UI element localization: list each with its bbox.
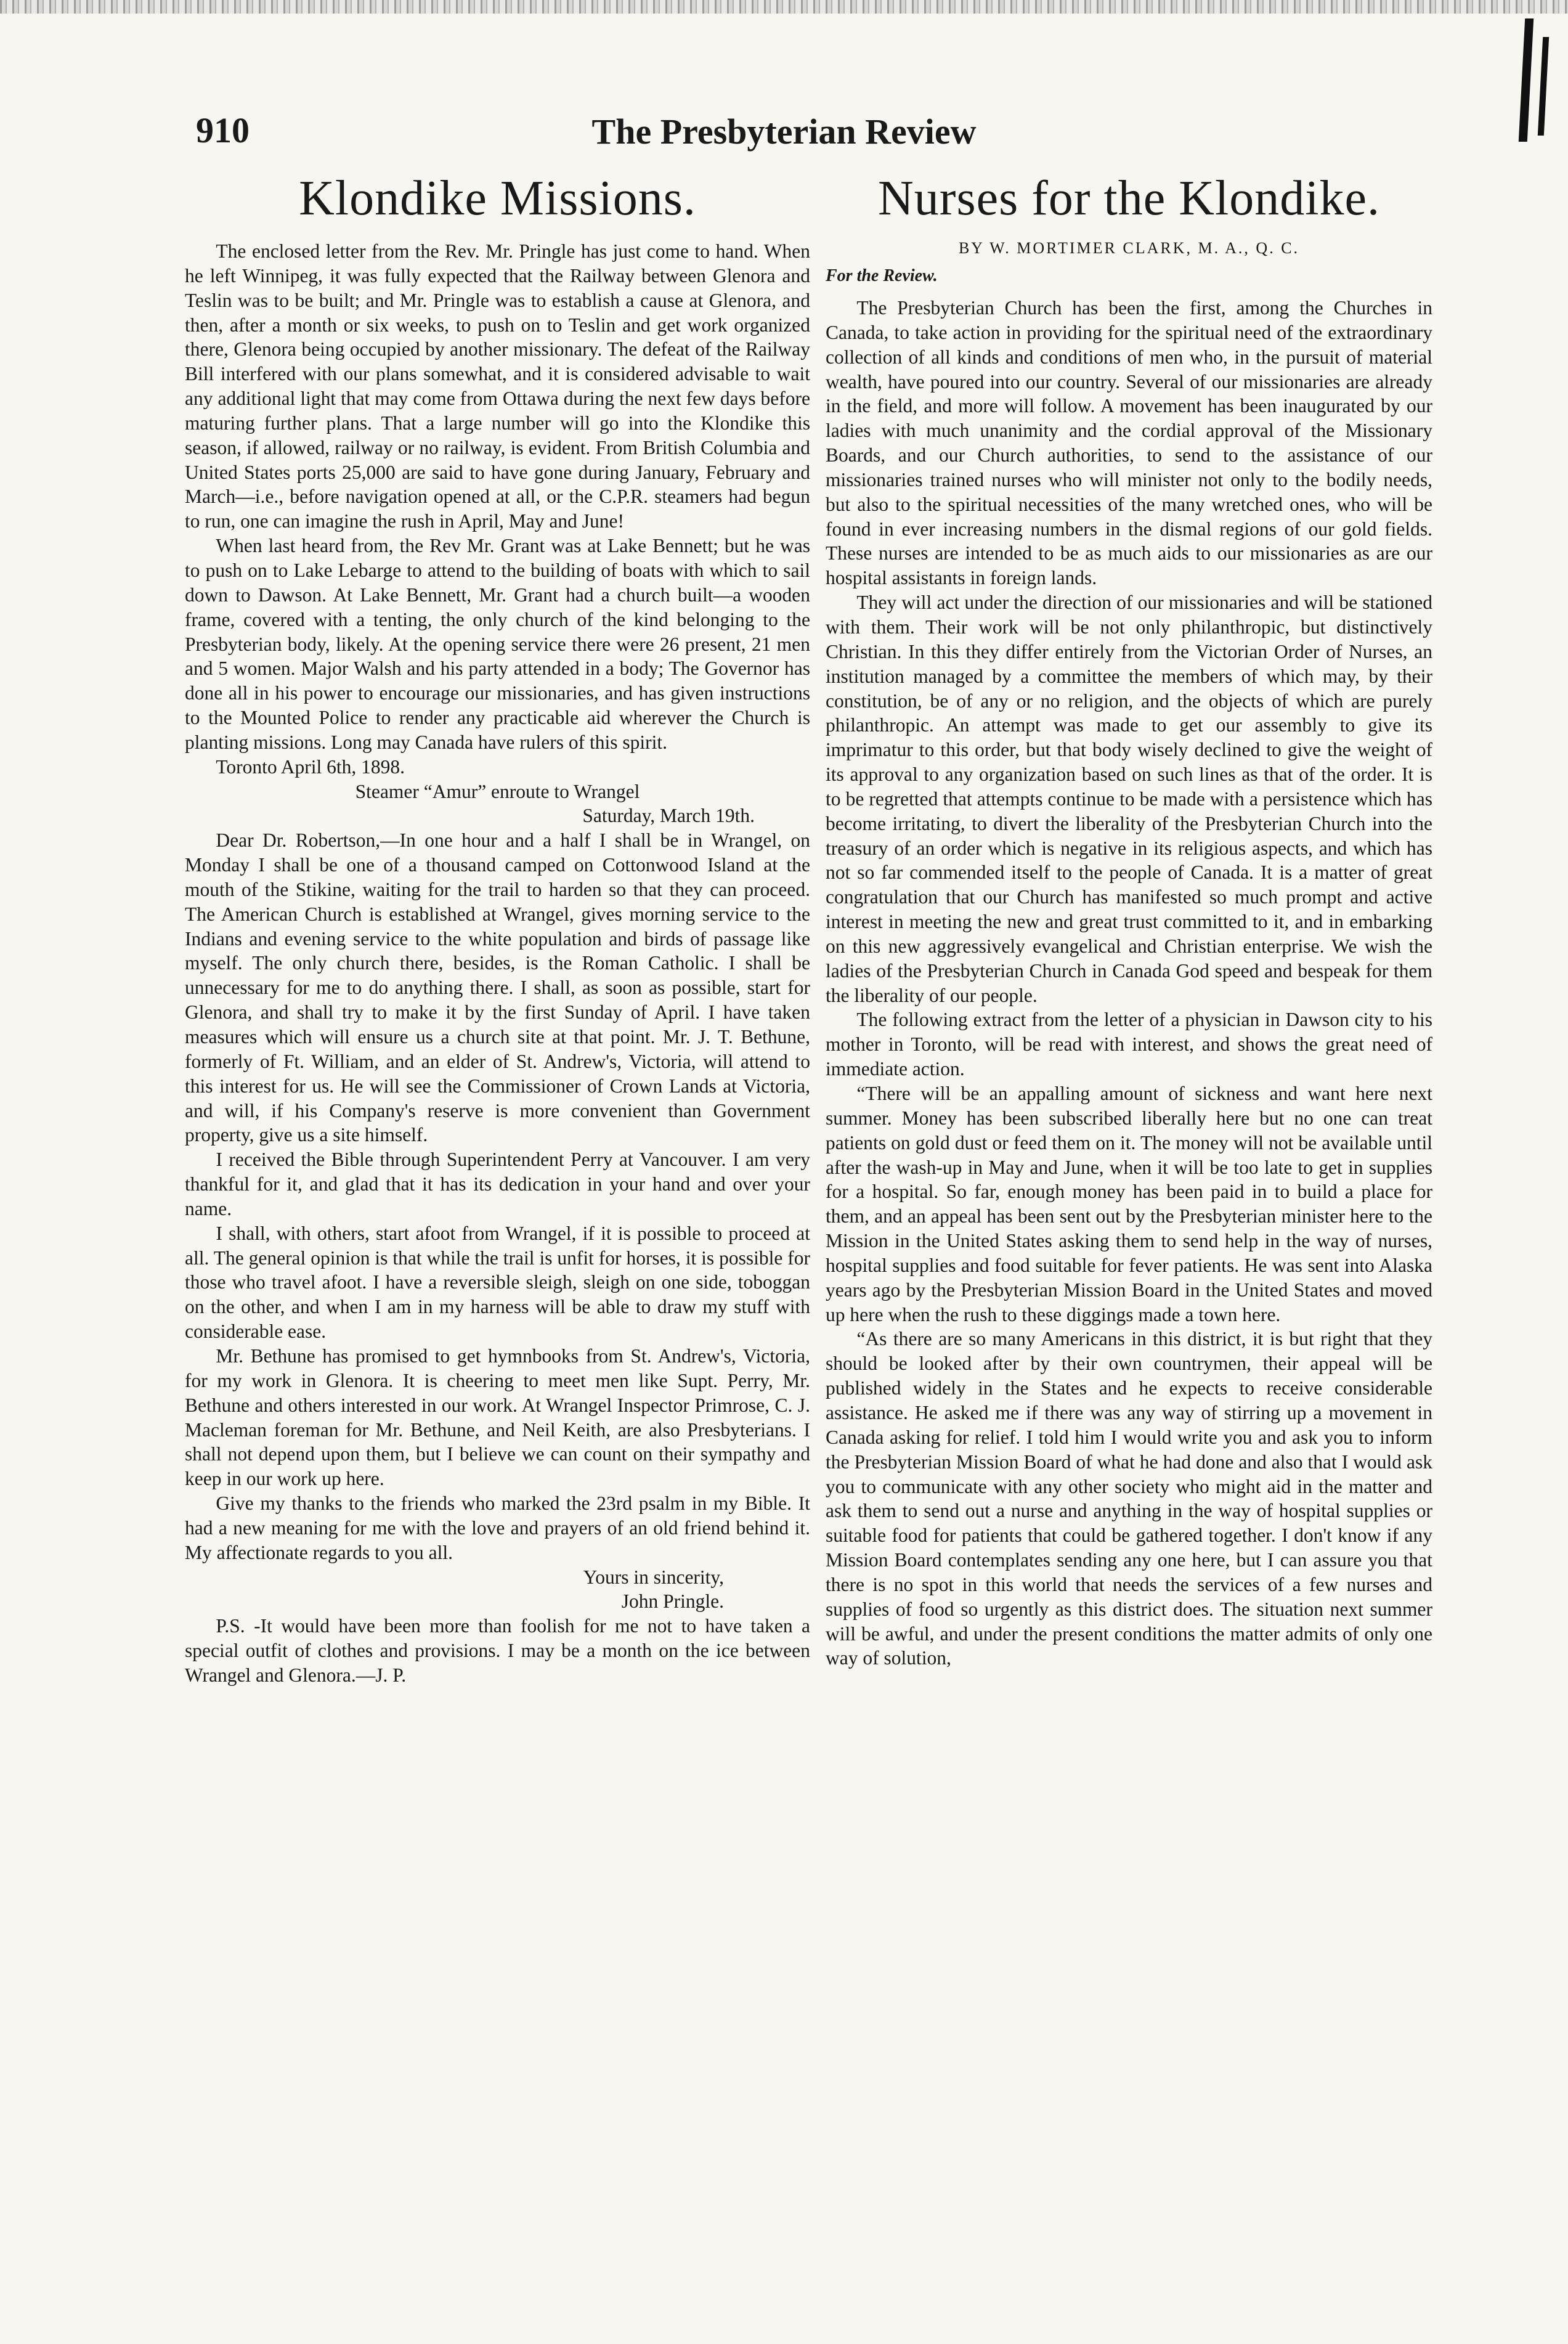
page-number: 910 bbox=[196, 110, 250, 150]
letter-heading: Steamer “Amur” enroute to Wrangel bbox=[355, 780, 640, 802]
dateline: Toronto April 6th, 1898. bbox=[216, 755, 405, 778]
paragraph: Give my thanks to the friends who marked the 23rd psalm in my Bible. It had a new meaning for me with the love and prayers of an old friend behind it. My affectionate regards to you all. bbox=[185, 1492, 810, 1563]
left-column bbox=[185, 173, 810, 1688]
article-title: Klondike Missions. bbox=[299, 171, 696, 226]
paragraph: “As there are so many Americans in this district, it is but right that they should be looked after by their own countrymen, their appeal will be published widely in the States and he expects to receive considerable assistance. He asked me if there was any way of stirring up a movement in Canada asking for relief. I told him I would write you and ask you to inform the Presbyterian Mission Board of what he had done and also that I would ask you to communicate with any other society who might aid in the matter and ask them to send out a nurse and anything in the way of hospital supplies or suitable food for patients that could be gathered together. I don't know if any Mission Board contemplates sending any one here, but I can assure you that there is no spot in this world that needs the services of a few nurses and supplies of food so urgently as this district does. The situation next summer will be awful, and under the present conditions the matter admits of only one way of solution, bbox=[826, 1328, 1432, 1669]
paragraph: When last heard from, the Rev Mr. Grant was at Lake Bennett; but he was to push on to Lake Lebarge to attend to the building of boats with which to sail down to Dawson. At Lake Bennett, Mr. Grant had a church built—a wooden frame, covered with a tenting, the only church of the kind belonging to the Presbyterian body, likely. At the opening service there were 26 present, 21 men and 5 women. Major Walsh and his party attended in a body; The Governor has done all in his power to encourage our missionaries, and has given instructions to the Mounted Police to render any practicable aid wherever the Church is planting missions. Long may Canada have rulers of this spirit. bbox=[185, 535, 810, 753]
article-title: Nurses for the Klondike. bbox=[878, 171, 1380, 226]
paragraph: I shall, with others, start afoot from Wrangel, if it is possible to proceed at all. The general opinion is that while the trail is unfit for horses, it is possible for those who travel afoot. I have a reversible sleigh, sleigh on one side, toboggan on the other, and when I am in my harness will be able to draw my stuff with considerable ease. bbox=[185, 1222, 810, 1343]
postscript: P.S. -It would have been more than foolish for me not to have taken a special outfit of clothes and provisions. I may be a month on the ice between Wrangel and Glenora.—J. P. bbox=[185, 1615, 810, 1686]
letter-date: Saturday, March 19th. bbox=[582, 805, 755, 827]
paragraph: They will act under the direction of our missionaries and will be stationed with them. Their work will be not only philanthropic, but distinctively Christian. In this they differ entirely from the Victorian Order of Nurses, an institution managed by a committee the members of which may, by their constitution, be of any or no religion, and the objects of which are purely philanthropic. An attempt was made to get our assembly to give its imprimatur to this order, but that body wisely declined to give the weight of its approval to any organization based on such lines as that of the order. It is to be regretted that attempts continue to be made with a persistence which has become irritating, to divert the liberality of the Presbyterian Church into the treasury of an order which is negative in its religious aspects, and which has not so far commended itself to the people of Canada. It is a matter of great congratulation that our Church has manifested so much prompt and active interest in meeting the new and great trust committed to it, and in embarking on this new aggressively evangelical and Christian enterprise. We wish the ladies of the Presbyterian Church in Canada God speed and bespeak for them the liberality of our people. bbox=[826, 592, 1432, 1006]
byline: BY W. MORTIMER CLARK, M. A., Q. C. bbox=[958, 239, 1300, 257]
paragraph: “There will be an appalling amount of sickness and want here next summer. Money has been subscribed liberally here but no one can treat patients on gold dust or feed them on it. The money will not be available until after the wash-up in May and June, when it will be too late to get in supplies for a hospital. So far, enough money has been paid in to build a place for them, and an appeal has been sent out by the Presbyterian minister here to the Mission in the United States asking them to send help in the way of nurses, hospital supplies and food suitable for fever patients. He was sent into Alaska years ago by the Presbyterian Mission Board in the United States and moved up here when the rush to these diggings made a town here. bbox=[826, 1083, 1432, 1325]
paragraph: The Presbyterian Church has been the first, among the Churches in Canada, to take action in providing for the spiritual need of the extraordinary collection of all kinds and conditions of men who, in the pursuit of material wealth, have poured into our country. Several of our missionaries are already in the field, and more will follow. A movement has been inaugurated by our ladies with much unanimity and the cordial approval of the Missionary Boards, and our Church authorities, to send to the assistance of our missionaries trained nurses who will minister not only to the bodily needs, but also to the spiritual necessities of the many wretched ones, who will be found in ever increasing numbers in the dismal regions of our gold fields. These nurses are intended to be as much aids to our missionaries as are our hospital assistants in foreign lands. bbox=[826, 297, 1432, 589]
right-column bbox=[826, 173, 1432, 1671]
paragraph: I received the Bible through Superintendent Perry at Vancouver. I am very thankful for it, and glad that it has its dedication in your hand and over your name. bbox=[185, 1149, 810, 1219]
signature: John Pringle. bbox=[621, 1590, 724, 1613]
journal-title: The Presbyterian Review bbox=[591, 112, 977, 152]
closing: Yours in sincerity, bbox=[583, 1566, 724, 1588]
scan-edge bbox=[0, 0, 1568, 14]
page-header bbox=[0, 110, 1568, 159]
for-review: For the Review. bbox=[826, 266, 938, 285]
paragraph: Dear Dr. Robertson,—In one hour and a half I shall be in Wrangel, on Monday I shall be one of a thousand camped on Cottonwood Island at the mouth of the Stikine, waiting for the trail to harden so that they can proceed. The American Church is established at Wrangel, gives morning service to the Indians and evening service to the white population and birds of passage like myself. The only church there, besides, is the Roman Catholic. I shall be unnecessary for me to do anything there. I shall, as soon as possible, start for Glenora, and shall try to make it by the first Sunday of April. I have taken measures which will ensure us a church site at that point. Mr. J. T. Bethune, formerly of Ft. William, and an elder of St. Andrew's, Victoria, will attend to this interest for us. He will see the Commissioner of Crown Lands at Victoria, and will, if his Company's reserve is more convenient than Government property, give us a site himself. bbox=[185, 829, 810, 1146]
paragraph: The following extract from the letter of a physician in Dawson city to his mother in Toronto, will be read with interest, and shows the great need of immediate action. bbox=[826, 1009, 1432, 1080]
paragraph: Mr. Bethune has promised to get hymnbooks from St. Andrew's, Victoria, for my work in Glenora. It is cheering to meet men like Supt. Perry, Mr. Bethune and others interested in our work. At Wrangel Inspector Primrose, C. J. Macleman foreman for Mr. Bethune, and Neil Keith, are also Presbyterians. I shall not depend upon them, but I believe we can count on their sympathy and keep in our work up here. bbox=[185, 1345, 810, 1490]
paragraph: The enclosed letter from the Rev. Mr. Pringle has just come to hand. When he left Winnipeg, it was fully expected that the Railway between Glenora and Teslin was to be built; and Mr. Pringle was to establish a cause at Glenora, and then, after a month or six weeks, to push on to Teslin and get work organized there, Glenora being occupied by another missionary. The defeat of the Railway Bill interfered with our plans somewhat, and it is considered advisable to wait any additional light that may come from Ottawa during the next few days before maturing further plans. That a large number will go into the Klondike this season, if allowed, railway or no railway, is evident. From British Columbia and United States ports 25,000 are said to have gone during January, February and March—i.e., before navigation opened at all, or the C.P.R. steamers had begun to run, one can imagine the rush in April, May and June! bbox=[185, 240, 810, 532]
